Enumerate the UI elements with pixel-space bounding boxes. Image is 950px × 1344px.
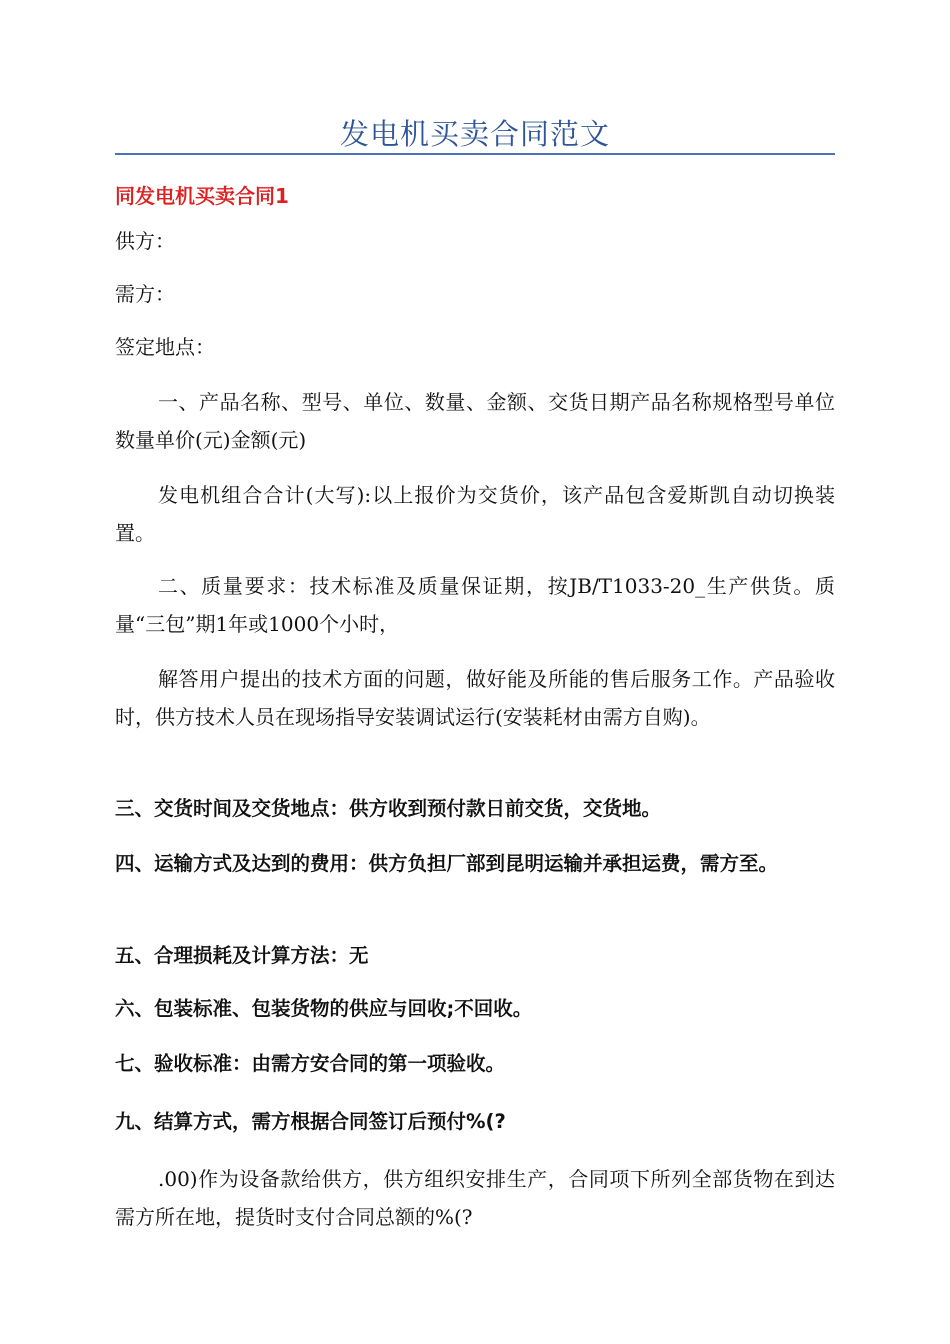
supplier-label: 供方： <box>115 229 175 253</box>
generator-total-paragraph: 发电机组合合计(大写):以上报价为交货价，该产品包含爱斯凯自动切换装置。 <box>115 483 835 545</box>
buyer-label: 需方： <box>115 282 175 306</box>
after-sales-paragraph: 解答用户提出的技术方面的问题，做好能及所能的售后服务工作。产品验收时，供方技术人员在现场指导安装调试运行(安装耗材由需方自购)。 <box>115 667 835 729</box>
clause-transport: 四、运输方式及达到的费用：供方负担厂部到昆明运输并承担运费，需方至。 <box>115 852 779 875</box>
clause-product-paragraph: 一、产品名称、型号、单位、数量、金额、交货日期产品名称规格型号单位数量单价(元)金额(元) <box>115 390 835 452</box>
clause-delivery: 三、交货时间及交货地点：供方收到预付款日前交货，交货地。 <box>115 797 662 820</box>
section-heading: 同发电机买卖合同1 <box>115 184 289 208</box>
clause-loss: 五、合理损耗及计算方法：无 <box>115 944 369 967</box>
signing-place-label: 签定地点： <box>115 335 215 359</box>
clause-packaging: 六、包装标准、包装货物的供应与回收;不回收。 <box>115 997 533 1020</box>
title-underline <box>115 153 835 155</box>
clause-acceptance: 七、验收标准：由需方安合同的第一项验收。 <box>115 1052 506 1075</box>
payment-paragraph: .00)作为设备款给供方，供方组织安排生产，合同项下所列全部货物在到达需方所在地，提货时支付合同总额的%(? <box>115 1167 835 1229</box>
clause-settlement: 九、结算方式，需方根据合同签订后预付%(? <box>115 1110 506 1133</box>
document-title: 发电机买卖合同范文 <box>339 117 610 151</box>
quality-requirements-paragraph: 二、质量要求：技术标准及质量保证期，按JB/T1033-20_生产供货。质量“三包”期1年或1000个小时， <box>115 574 835 636</box>
